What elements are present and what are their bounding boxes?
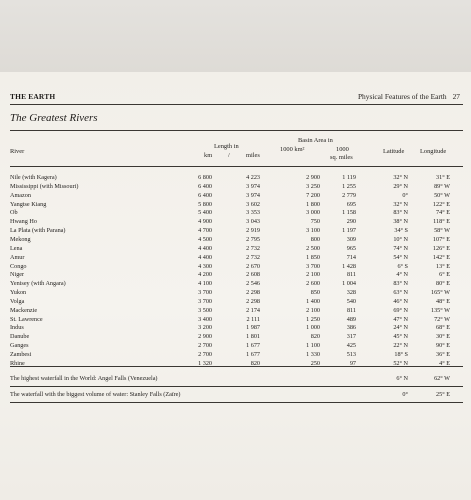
- river-name: Mississippi (with Missouri): [10, 182, 79, 190]
- length-miles: 1 987: [246, 324, 260, 332]
- latitude: 63° N: [393, 289, 408, 297]
- latitude: 0°: [402, 191, 408, 199]
- longitude: 6° E: [439, 271, 450, 279]
- length-km: 4 100: [198, 280, 212, 288]
- longitude: 89° W: [434, 182, 450, 190]
- basin-km2: 3 700: [306, 262, 320, 270]
- basin-sqmi: 540: [346, 297, 356, 305]
- col-river: River: [10, 148, 25, 155]
- length-km: 4 200: [198, 271, 212, 279]
- background-surface: [0, 0, 471, 72]
- basin-sqmi: 513: [346, 351, 356, 358]
- longitude: 4° E: [439, 359, 450, 367]
- river-name: Ob: [10, 209, 18, 217]
- length-miles: 3 043: [246, 218, 260, 226]
- length-km: 1 320: [198, 359, 212, 367]
- river-name: Mackenzie: [10, 306, 38, 314]
- length-miles: 2 174: [246, 306, 260, 314]
- basin-sqmi: 1 158: [342, 209, 356, 217]
- length-miles: 2 111: [246, 315, 260, 323]
- river-name: Ganges: [10, 342, 29, 350]
- river-name: Indus: [10, 324, 24, 332]
- basin-sqmi: 695: [346, 200, 356, 208]
- longitude: 48° E: [436, 297, 450, 305]
- length-miles: 2 732: [246, 244, 260, 252]
- col-miles: miles: [246, 152, 260, 159]
- length-km: 4 300: [198, 262, 212, 270]
- river-name: Danube: [10, 333, 30, 341]
- basin-sqmi: 811: [346, 306, 356, 314]
- river-name: Zambesi: [10, 351, 32, 358]
- footnote-row: [0, 374, 471, 384]
- table-row: [0, 254, 471, 262]
- basin-km2: 3 100: [306, 227, 320, 235]
- longitude: 74° E: [436, 209, 450, 217]
- latitude: 18° S: [394, 351, 408, 358]
- table-row: [0, 209, 471, 217]
- river-name: Mekong: [10, 235, 31, 243]
- latitude: 69° N: [393, 306, 408, 314]
- basin-sqmi: 1 197: [342, 227, 356, 235]
- length-miles: 2 795: [246, 235, 260, 243]
- table-row: [0, 183, 471, 191]
- basin-km2: 1 100: [306, 342, 320, 350]
- table-row: [0, 316, 471, 324]
- longitude: 50° W: [434, 191, 450, 199]
- table-row: [0, 174, 471, 182]
- col-latitude: Latitude: [383, 148, 405, 155]
- longitude: 68° E: [436, 324, 450, 332]
- longitude: 122° E: [432, 200, 450, 208]
- column-header-rule: [10, 166, 463, 167]
- basin-km2: 2 100: [306, 271, 320, 279]
- length-miles: 3 602: [246, 200, 260, 208]
- latitude: 46° N: [393, 297, 408, 305]
- basin-km2: 2 100: [306, 306, 320, 314]
- running-head-right: [358, 92, 460, 101]
- length-miles: 3 974: [246, 182, 260, 190]
- latitude: 45° N: [393, 333, 408, 341]
- basin-km2: 820: [310, 333, 320, 341]
- length-km: 6 400: [198, 182, 212, 190]
- basin-km2: 1 330: [306, 351, 320, 358]
- basin-km2: 850: [310, 289, 320, 297]
- length-km: 3 700: [198, 297, 212, 305]
- longitude: 142° E: [432, 253, 450, 261]
- table-row: [0, 218, 471, 226]
- table-row: [0, 227, 471, 235]
- table-bottom-rule: [10, 366, 463, 367]
- table-row: [0, 192, 471, 200]
- footnote-bottom-rule: [10, 402, 463, 403]
- length-km: 3 500: [198, 306, 212, 314]
- table-row: [0, 298, 471, 306]
- basin-sqmi: 2 779: [342, 191, 356, 199]
- latitude: 52° N: [393, 359, 408, 367]
- basin-km2: 800: [310, 235, 320, 243]
- length-miles: 1 677: [246, 351, 260, 358]
- basin-km2: 7 200: [306, 191, 320, 199]
- table-row: [0, 342, 471, 350]
- river-name: Rhine: [10, 359, 25, 367]
- page-number: 27: [452, 92, 460, 101]
- length-miles: 2 732: [246, 253, 260, 261]
- river-name: Nile (with Kagera): [10, 174, 57, 181]
- footnote-rule: [10, 386, 463, 387]
- longitude: 36° E: [436, 351, 450, 358]
- latitude: 83° N: [393, 209, 408, 217]
- footnote-longitude: 62° W: [434, 375, 450, 382]
- river-name: Niger: [10, 271, 25, 279]
- length-km: 5 400: [198, 209, 212, 217]
- length-km: 3 700: [198, 289, 212, 297]
- basin-sqmi: 1 119: [342, 174, 356, 181]
- col-slash: /: [228, 152, 230, 159]
- table-row: [0, 271, 471, 279]
- river-name: Congo: [10, 262, 27, 270]
- latitude: 4° N: [396, 271, 408, 279]
- longitude: 13° E: [436, 262, 450, 270]
- length-miles: 2 919: [246, 227, 260, 235]
- basin-sqmi: 1 004: [342, 280, 356, 288]
- table-row: [0, 201, 471, 209]
- longitude: 118° E: [433, 218, 450, 226]
- basin-sqmi: 309: [346, 235, 356, 243]
- basin-sqmi: 489: [346, 315, 356, 323]
- table-row: [0, 280, 471, 288]
- latitude: 54° N: [393, 253, 408, 261]
- river-name: La Plata (with Parana): [10, 227, 66, 235]
- table-row: [0, 351, 471, 359]
- basin-km2: 3 000: [306, 209, 320, 217]
- length-miles: 3 353: [246, 209, 260, 217]
- latitude: 32° N: [393, 174, 408, 181]
- running-head-left: THE EARTH: [10, 92, 56, 101]
- length-km: 2 900: [198, 333, 212, 341]
- footnote-longitude: 25° E: [436, 391, 450, 398]
- basin-km2: 2 900: [306, 174, 320, 181]
- river-name: St. Lawrence: [10, 315, 43, 323]
- length-miles: 2 546: [246, 280, 260, 288]
- basin-km2: 1 850: [306, 253, 320, 261]
- basin-sqmi: 290: [346, 218, 356, 226]
- longitude: 30° E: [436, 333, 450, 341]
- footnote-text: The highest waterfall in the World: Angel Falls (Venezuela): [10, 375, 158, 382]
- basin-sqmi: 811: [346, 271, 356, 279]
- col-basin-km2: 1000 km²: [280, 146, 305, 153]
- latitude: 83° N: [393, 280, 408, 288]
- latitude: 24° N: [393, 324, 408, 332]
- longitude: 31° E: [436, 174, 450, 181]
- latitude: 6° S: [397, 262, 408, 270]
- longitude: 90° E: [436, 342, 450, 350]
- running-head-section: Physical Features of the Earth: [357, 92, 447, 101]
- basin-sqmi: 425: [346, 342, 356, 350]
- length-miles: 1 677: [246, 342, 260, 350]
- length-miles: 1 801: [246, 333, 260, 341]
- length-km: 6 400: [198, 191, 212, 199]
- river-name: Lena: [10, 244, 23, 252]
- length-km: 4 400: [198, 244, 212, 252]
- length-km: 6 800: [198, 174, 212, 181]
- river-name: Yukon: [10, 289, 27, 297]
- basin-km2: 1 400: [306, 297, 320, 305]
- latitude: 29° N: [393, 182, 408, 190]
- latitude: 34° S: [394, 227, 408, 235]
- basin-sqmi: 386: [346, 324, 356, 332]
- length-miles: 2 608: [246, 271, 260, 279]
- col-length: Length in: [214, 143, 239, 150]
- length-miles: 820: [250, 359, 260, 367]
- length-km: 2 700: [198, 342, 212, 350]
- basin-km2: 1 800: [306, 200, 320, 208]
- length-miles: 3 974: [246, 191, 260, 199]
- basin-km2: 2 500: [306, 244, 320, 252]
- length-km: 4 900: [198, 218, 212, 226]
- basin-km2: 2 600: [306, 280, 320, 288]
- latitude: 47° N: [393, 315, 408, 323]
- title-rule: [10, 130, 463, 131]
- basin-km2: 3 250: [306, 182, 320, 190]
- footnote-latitude: 6° N: [396, 375, 408, 382]
- latitude: 74° N: [393, 244, 408, 252]
- latitude: 32° N: [393, 200, 408, 208]
- longitude: 165° W: [430, 289, 450, 297]
- length-miles: 2 298: [246, 297, 260, 305]
- basin-sqmi: 317: [346, 333, 356, 341]
- basin-km2: 1 250: [306, 315, 320, 323]
- header-rule: [10, 104, 463, 105]
- table-row: [0, 324, 471, 332]
- basin-km2: 1 000: [306, 324, 320, 332]
- length-miles: 2 670: [246, 262, 260, 270]
- length-km: 4 700: [198, 227, 212, 235]
- basin-sqmi: 965: [346, 244, 356, 252]
- river-name: Amazon: [10, 191, 31, 199]
- longitude: 58° W: [434, 227, 450, 235]
- table-row: [0, 236, 471, 244]
- basin-sqmi: 1 428: [342, 262, 356, 270]
- longitude: 135° W: [430, 306, 450, 314]
- river-name: Yangtse Kiang: [10, 200, 47, 208]
- table-row: [0, 245, 471, 253]
- col-basin: Basin Area in: [298, 137, 333, 144]
- basin-sqmi: 97: [349, 359, 356, 367]
- col-basin-sqmi-2: sq. miles: [330, 154, 353, 161]
- col-km: km: [204, 152, 213, 159]
- footnote-row: [0, 390, 471, 400]
- length-miles: 4 223: [246, 174, 260, 181]
- footnote-latitude: 0°: [402, 391, 408, 398]
- length-km: 3 200: [198, 324, 212, 332]
- length-miles: 2 298: [246, 289, 260, 297]
- length-km: 4 500: [198, 235, 212, 243]
- basin-sqmi: 714: [346, 253, 356, 261]
- col-longitude: Longitude: [420, 148, 447, 155]
- longitude: 80° E: [436, 280, 450, 288]
- basin-sqmi: 328: [346, 289, 356, 297]
- latitude: 38° N: [393, 218, 408, 226]
- longitude: 126° E: [432, 244, 450, 252]
- longitude: 107° E: [432, 235, 450, 243]
- basin-sqmi: 1 255: [342, 182, 356, 190]
- col-basin-sqmi-1: 1000: [336, 146, 349, 153]
- latitude: 22° N: [393, 342, 408, 350]
- table-row: [0, 263, 471, 271]
- latitude: 10° N: [393, 235, 408, 243]
- river-name: Yenisey (with Angara): [10, 280, 66, 288]
- length-km: 4 400: [198, 253, 212, 261]
- page-title: The Greatest Rivers: [10, 112, 98, 124]
- river-name: Amur: [10, 253, 25, 261]
- length-km: 2 700: [198, 351, 212, 358]
- table-row: [0, 307, 471, 315]
- length-km: 3 400: [198, 315, 212, 323]
- river-name: Hwang Ho: [10, 218, 37, 226]
- footnote-text: The waterfall with the biggest volume of water: Stanley Falls (Zaïre): [10, 391, 181, 398]
- basin-km2: 750: [310, 218, 320, 226]
- length-km: 5 800: [198, 200, 212, 208]
- basin-km2: 250: [310, 359, 320, 367]
- river-name: Volga: [10, 297, 25, 305]
- table-row: [0, 289, 471, 297]
- longitude: 72° W: [434, 315, 450, 323]
- table-row: [0, 333, 471, 341]
